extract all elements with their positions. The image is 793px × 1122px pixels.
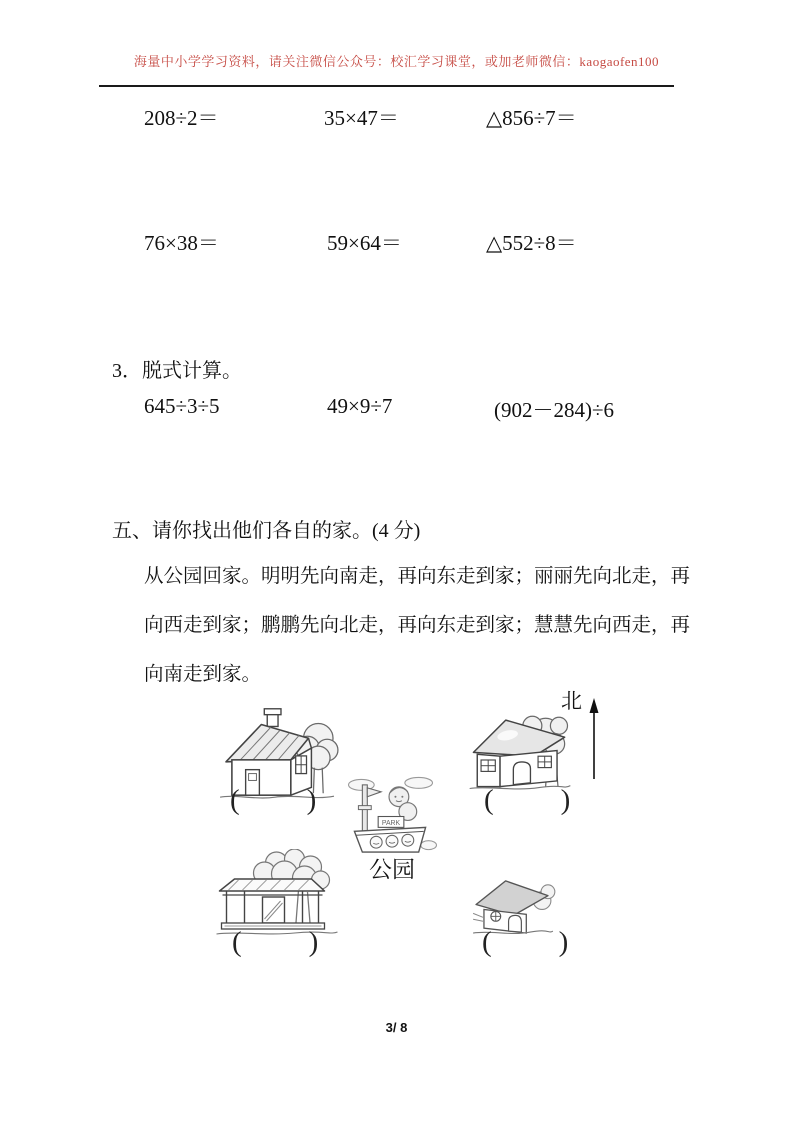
- calc-problem: 35×47＝: [324, 106, 399, 130]
- paragraph-line: 向西走到家；鹏鹏先向北走，再向东走到家；慧慧先向西走，再: [144, 615, 691, 636]
- paragraph-line: 向南走到家。: [144, 664, 262, 685]
- header-notice: 海量中小学学习资料，请关注微信公众号：校汇学习课堂，或加老师微信：kaogaofen100: [133, 54, 660, 69]
- page-number: 3/ 8: [385, 1020, 408, 1035]
- calc-problem: 645÷3÷5: [144, 394, 220, 418]
- calc-problem: (902－284)÷6: [494, 398, 615, 422]
- answer-blank: ( ): [232, 926, 320, 958]
- answer-blank: ( ): [230, 784, 318, 816]
- north-arrow-icon: [586, 697, 602, 781]
- park-label: 公园: [369, 857, 415, 882]
- calc-problem: 59×64＝: [327, 231, 402, 255]
- header-divider: [99, 85, 674, 87]
- section5-title: 五、请你找出他们各自的家。(4 分): [112, 520, 421, 542]
- section3-title: 3．脱式计算。: [112, 360, 242, 382]
- section5-paragraph: [144, 552, 691, 699]
- north-label: 北: [561, 689, 582, 713]
- calc-problem: △856÷7＝: [486, 106, 577, 130]
- calc-problem: 76×38＝: [144, 231, 219, 255]
- calc-problem: △552÷8＝: [486, 231, 577, 255]
- answer-blank: ( ): [482, 926, 570, 958]
- calc-problem: 49×9÷7: [327, 394, 393, 418]
- answer-blank: ( ): [484, 784, 572, 816]
- park-sign-text: PARK: [381, 819, 401, 827]
- paragraph-line: 从公园回家。明明先向南走，再向东走到家；丽丽先向北走，再: [144, 566, 691, 587]
- park-illustration: [347, 775, 437, 859]
- calc-problem: 208÷2＝: [144, 106, 219, 130]
